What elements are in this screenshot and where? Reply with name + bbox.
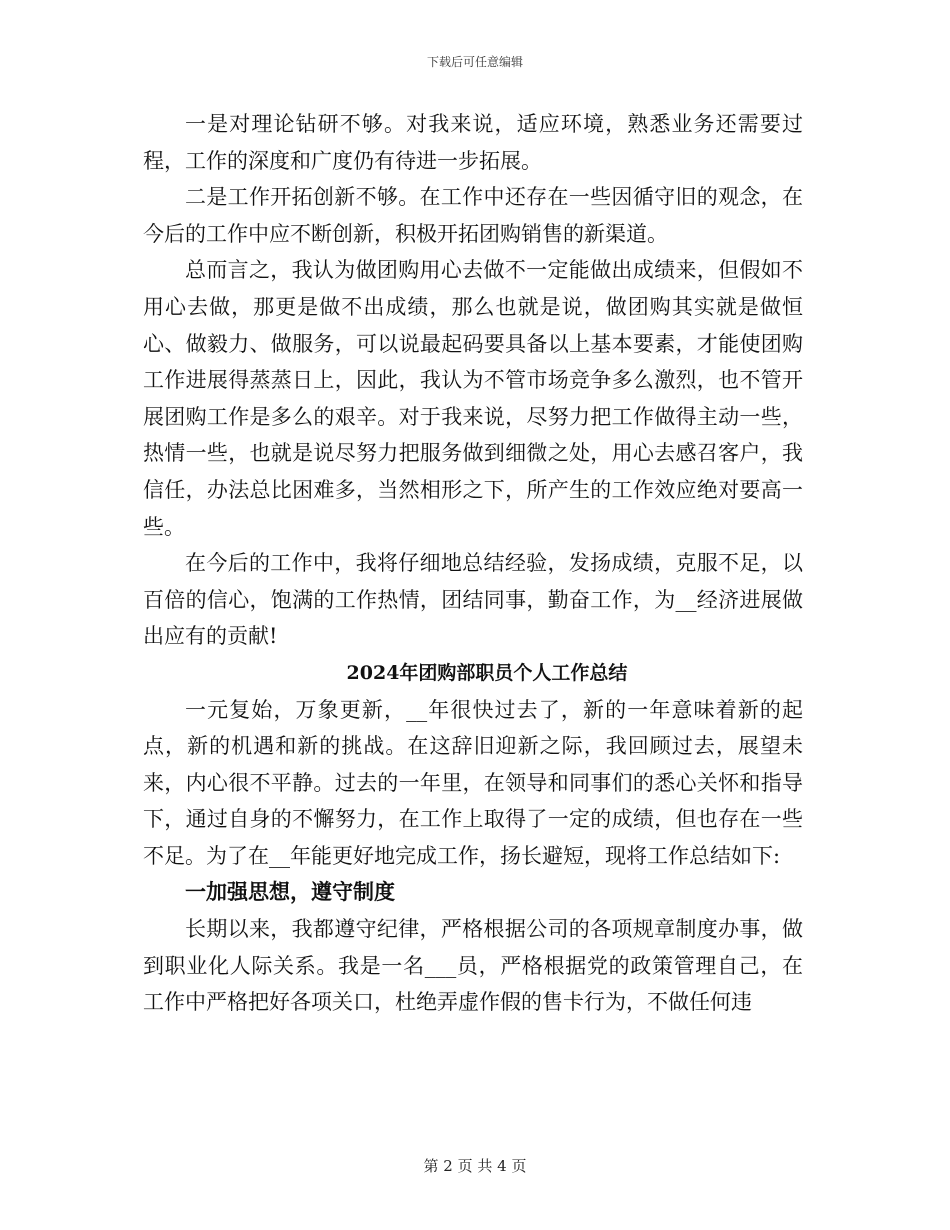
page-number: 第 2 页 共 4 页 <box>423 1157 527 1175</box>
paragraph-theory: 一是对理论钻研不够。对我来说，适应环境，熟悉业务还需要过程，工作的深度和广度仍有待进一步拓展。 <box>143 112 803 173</box>
subheading-thought: 一加强思想，遵守制度 <box>185 879 395 905</box>
paragraph-future: 在今后的工作中，我将仔细地总结经验，发扬成绩，克服不足，以百倍的信心，饱满的工作热情，团结同事，勤奋工作，为__经济进展做出应有的贡献! <box>143 551 803 649</box>
paragraph-discipline: 长期以来，我都遵守纪律，严格根据公司的各项规章制度办事，做到职业化人际关系。我是一名___员，严格根据党的政策管理自己，在工作中严格把好各项关口，杜绝弄虚作假的售卡行为，不做任何违 <box>143 917 803 1015</box>
section-title: 2024年团购部职员个人工作总结 <box>346 661 628 684</box>
paragraph-intro: 一元复始，万象更新，__年很快过去了，新的一年意味着新的起点，新的机遇和新的挑战。在这辞旧迎新之际，我回顾过去，展望未来，内心很不平静。过去的一年里，在领导和同事们的悉心关怀和指导下，通过自身的不懈努力，在工作上取得了一定的成绩，但也存在一些不足。为了在__年能更好地完成工作，扬长避短，现将工作总结如下: <box>143 697 803 868</box>
page-header-note: 下载后可任意编辑 <box>426 55 523 69</box>
document-body <box>143 106 803 1021</box>
paragraph-summary: 总而言之，我认为做团购用心去做不一定能做出成绩来，但假如不用心去做，那更是做不出成绩，那么也就是说，做团购其实就是做恒心、做毅力、做服务，可以说最起码要具备以上基本要素，才能使团购工作进展得蒸蒸日上，因此，我认为不管市场竞争多么激烈，也不管开展团购工作是多么的艰辛。对于我来说，尽努力把工作做得主动一些，热情一些，也就是说尽努力把服务做到细微之处，用心去感召客户，我信任，办法总比困难多，当然相形之下，所产生的工作效应绝对要高一些。 <box>143 258 803 539</box>
paragraph-innovation: 二是工作开拓创新不够。在工作中还存在一些因循守旧的观念，在今后的工作中应不断创新，积极开拓团购销售的新渠道。 <box>143 185 803 246</box>
